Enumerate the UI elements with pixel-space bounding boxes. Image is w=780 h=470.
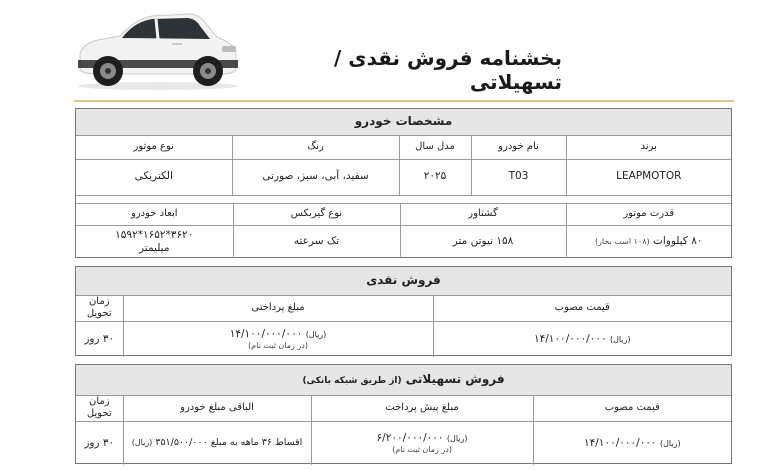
label-car-name: نام خودرو: [471, 135, 566, 159]
payment-note: (در زمان ثبت نام): [248, 340, 308, 350]
currency: (ریال): [131, 438, 153, 448]
value-gearbox: تک سرعته: [233, 226, 400, 258]
accent-divider: [74, 100, 734, 102]
down-payment-amount: ۶/۲۰۰/۰۰۰/۰۰۰: [376, 431, 444, 444]
power-value: ۸۰ کیلووات: [652, 235, 703, 248]
dimensions-value: ۳۶۲۰*۱۶۵۲*۱۵۹۲: [115, 228, 194, 241]
label-power: قدرت موتور: [566, 204, 731, 226]
installment-approved-price: [533, 421, 731, 465]
label-brand: برند: [566, 135, 731, 159]
value-power: [566, 226, 731, 258]
label-color: رنگ: [232, 135, 399, 159]
installment-title: فروش تسهیلاتی: [405, 372, 505, 387]
power-note: (۱۰۸ اسب بخار): [594, 237, 650, 247]
down-payment-note: (در زمان ثبت نام): [392, 444, 452, 454]
spacer: [76, 195, 731, 203]
specs-table: [76, 109, 731, 203]
value-brand: LEAPMOTOR: [566, 159, 731, 195]
label-remaining-amount: الباقی مبلغ خودرو: [123, 395, 311, 421]
value-color: سفید، آبی، سبز، صورتی: [232, 159, 399, 195]
label-approved-price: قیمت مصوب: [533, 395, 731, 421]
label-model-year: مدل سال: [399, 135, 471, 159]
installment-sale-section: [75, 364, 732, 464]
value-car-name: T03: [471, 159, 566, 195]
car-image: [72, 8, 244, 92]
installment-remaining: [123, 421, 311, 465]
label-engine-type: نوع موتور: [76, 135, 232, 159]
installment-header: [76, 365, 731, 395]
label-down-payment: مبلغ پیش پرداخت: [311, 395, 533, 421]
cash-table: [76, 267, 731, 357]
cash-delivery: ۳۰ روز: [76, 321, 123, 357]
installment-delivery: ۳۰ روز: [76, 421, 123, 465]
label-delivery: زمان تحویل: [76, 295, 123, 321]
currency: (ریال): [446, 433, 468, 443]
cash-payment-amount: [123, 321, 433, 357]
currency: (ریال): [659, 438, 681, 448]
installment-down-payment: [311, 421, 533, 465]
installment-table: [76, 365, 731, 465]
label-delivery: زمان تحویل: [76, 395, 123, 421]
cash-header: فروش نقدی: [76, 267, 731, 295]
remaining-prefix: اقساط ۳۶ ماهه به مبلغ: [210, 437, 303, 449]
label-approved-price: قیمت مصوب: [433, 295, 731, 321]
value-torque: ۱۵۸ نیوتن متر: [400, 226, 566, 258]
label-torque: گشتاور: [400, 204, 566, 226]
specs-section: [75, 108, 732, 258]
cash-approved-price: [433, 321, 731, 357]
label-gearbox: نوع گیربکس: [233, 204, 400, 226]
label-payment-amount: مبلغ پرداختی: [123, 295, 433, 321]
label-dimensions: ابعاد خودرو: [76, 204, 233, 226]
dimensions-unit: میلیمتر: [139, 241, 170, 254]
page-title: بخشنامه فروش نقدی / تسهیلاتی: [333, 46, 562, 94]
cash-sale-section: [75, 266, 732, 356]
value-model-year: ۲۰۲۵: [399, 159, 471, 195]
payment-amount: ۱۴/۱۰۰/۰۰۰/۰۰۰: [229, 327, 303, 340]
price-amount: ۱۴/۱۰۰/۰۰۰/۰۰۰: [533, 332, 607, 345]
value-dimensions: [76, 226, 233, 258]
price-amount: ۱۴/۱۰۰/۰۰۰/۰۰۰: [583, 436, 657, 449]
remaining-amount: ۳۵۱/۵۰۰/۰۰۰: [155, 437, 208, 449]
specs-table-2: [76, 203, 731, 258]
installment-note: (از طریق شبکه بانکی): [302, 376, 402, 387]
currency: (ریال): [305, 329, 327, 339]
value-engine-type: الکتریکی: [76, 159, 232, 195]
specs-header: مشخصات خودرو: [76, 109, 731, 135]
currency: (ریال): [609, 334, 631, 344]
